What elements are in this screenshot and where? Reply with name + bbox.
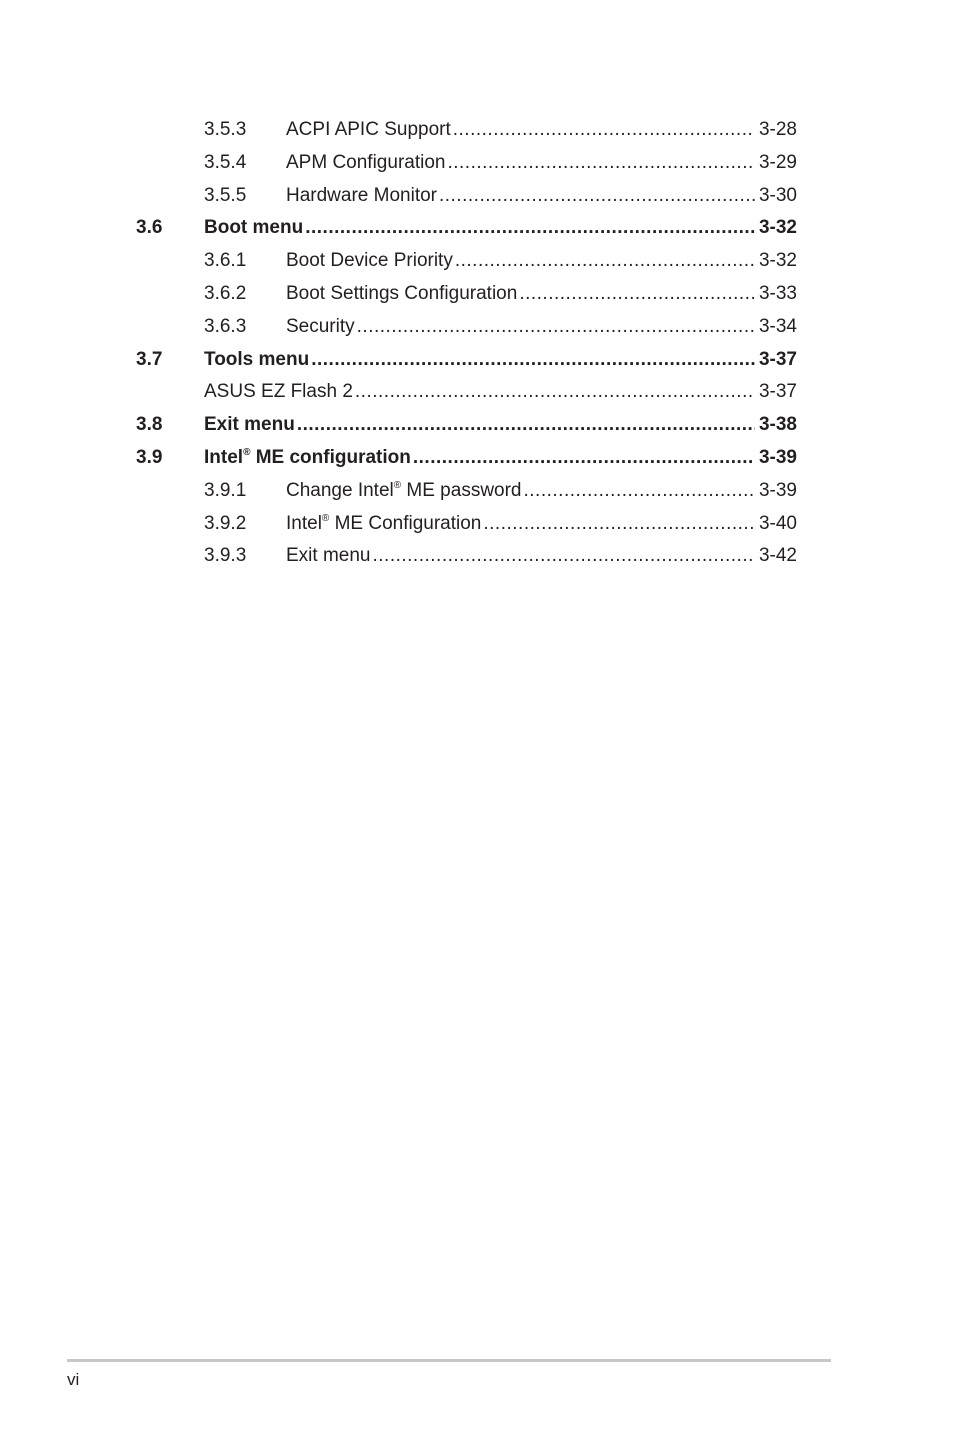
dot-leader [455,245,755,278]
dot-leader [447,147,755,180]
toc-entry-3-9-2[interactable] [0,508,954,541]
title-part: ME configuration [250,446,411,468]
dot-leader [524,475,755,508]
section-title: ASUS EZ Flash 2 [204,381,353,403]
section-number: 3.6.3 [204,315,247,337]
dot-leader [372,540,754,573]
title-part: Intel [204,446,244,468]
section-title: Exit menu [286,545,371,567]
page-number: 3-32 [758,217,797,239]
section-number: 3.9.2 [204,512,247,534]
section-title [286,508,481,541]
section-title: Hardware Monitor [286,184,437,206]
title-part: Change Intel [286,479,394,501]
toc-entry-3-5-4[interactable] [0,147,954,180]
entry-line [286,147,797,180]
entry-line [286,475,797,508]
section-number: 3.5.4 [204,151,247,173]
entry-line [286,278,797,311]
toc-entry-3-6-3[interactable] [0,311,954,344]
page-number: 3-40 [758,512,797,534]
section-number: 3.9.1 [204,479,247,501]
title-part: ME password [401,479,522,501]
entry-line [204,442,797,475]
dot-leader [305,212,755,245]
section-title [286,475,522,508]
toc-entry-3-7[interactable] [0,344,954,377]
toc-entry-3-8[interactable] [0,409,954,442]
page-number: 3-32 [758,250,797,272]
toc-entry-3-6-1[interactable] [0,245,954,278]
section-title: Boot menu [204,217,304,239]
entry-line [286,508,797,541]
entry-line [286,311,797,344]
section-title: Tools menu [204,348,310,370]
registered-mark: ® [393,479,402,491]
toc-entry-3-5-3[interactable] [0,114,954,147]
page-number: 3-33 [758,282,797,304]
section-number: 3.9 [136,446,163,468]
dot-leader [355,376,755,409]
entry-line [204,212,797,245]
section-title: Boot Device Priority [286,250,453,272]
registered-mark: ® [321,512,330,524]
dot-leader [311,344,755,377]
entry-line [286,114,797,147]
page-number: 3-30 [758,184,797,206]
registered-mark: ® [243,446,251,458]
page-number: 3-34 [758,315,797,337]
section-number: 3.6.2 [204,282,247,304]
section-number: 3.5.5 [204,184,247,206]
page-number: 3-29 [758,151,797,173]
page-number: 3-37 [758,381,797,403]
dot-leader [483,508,755,541]
page-number: 3-37 [758,348,797,370]
toc-entry-3-9[interactable] [0,442,954,475]
section-number: 3.6 [136,217,163,239]
page-number: 3-39 [758,479,797,501]
section-number: 3.5.3 [204,119,247,140]
dot-leader [439,180,755,213]
page-number: 3-38 [758,414,797,436]
entry-line [204,376,797,409]
page-number: 3-28 [758,119,797,140]
section-number: 3.7 [136,348,163,370]
toc-entry-3-6[interactable] [0,212,954,245]
dot-leader [413,442,755,475]
toc-entry-3-6-2[interactable] [0,278,954,311]
section-title [204,442,411,475]
table-of-contents [0,114,954,573]
dot-leader [297,409,755,442]
entry-line [204,344,797,377]
title-part: Intel [286,512,322,534]
toc-entry-asus-ez-flash-2[interactable] [0,376,954,409]
section-number: 3.9.3 [204,545,247,567]
section-title: APM Configuration [286,151,446,173]
toc-entry-3-9-1[interactable] [0,475,954,508]
entry-line [286,540,797,573]
dot-leader [357,311,755,344]
section-title: Boot Settings Configuration [286,282,518,304]
footer-page-number: vi [67,1370,80,1389]
dot-leader [519,278,755,311]
section-number: 3.6.1 [204,250,247,272]
entry-line [286,245,797,278]
section-number: 3.8 [136,414,163,436]
section-title: Security [286,315,355,337]
dot-leader [453,114,755,147]
footer-divider [67,1359,831,1362]
entry-line [204,409,797,442]
section-title: Exit menu [204,414,295,436]
toc-entry-3-5-5[interactable] [0,180,954,213]
toc-entry-3-9-3[interactable] [0,540,954,573]
section-title: ACPI APIC Support [286,119,451,140]
page-number: 3-39 [758,446,797,468]
title-part: ME Configuration [329,512,482,534]
page-number: 3-42 [758,545,797,567]
entry-line [286,180,797,213]
